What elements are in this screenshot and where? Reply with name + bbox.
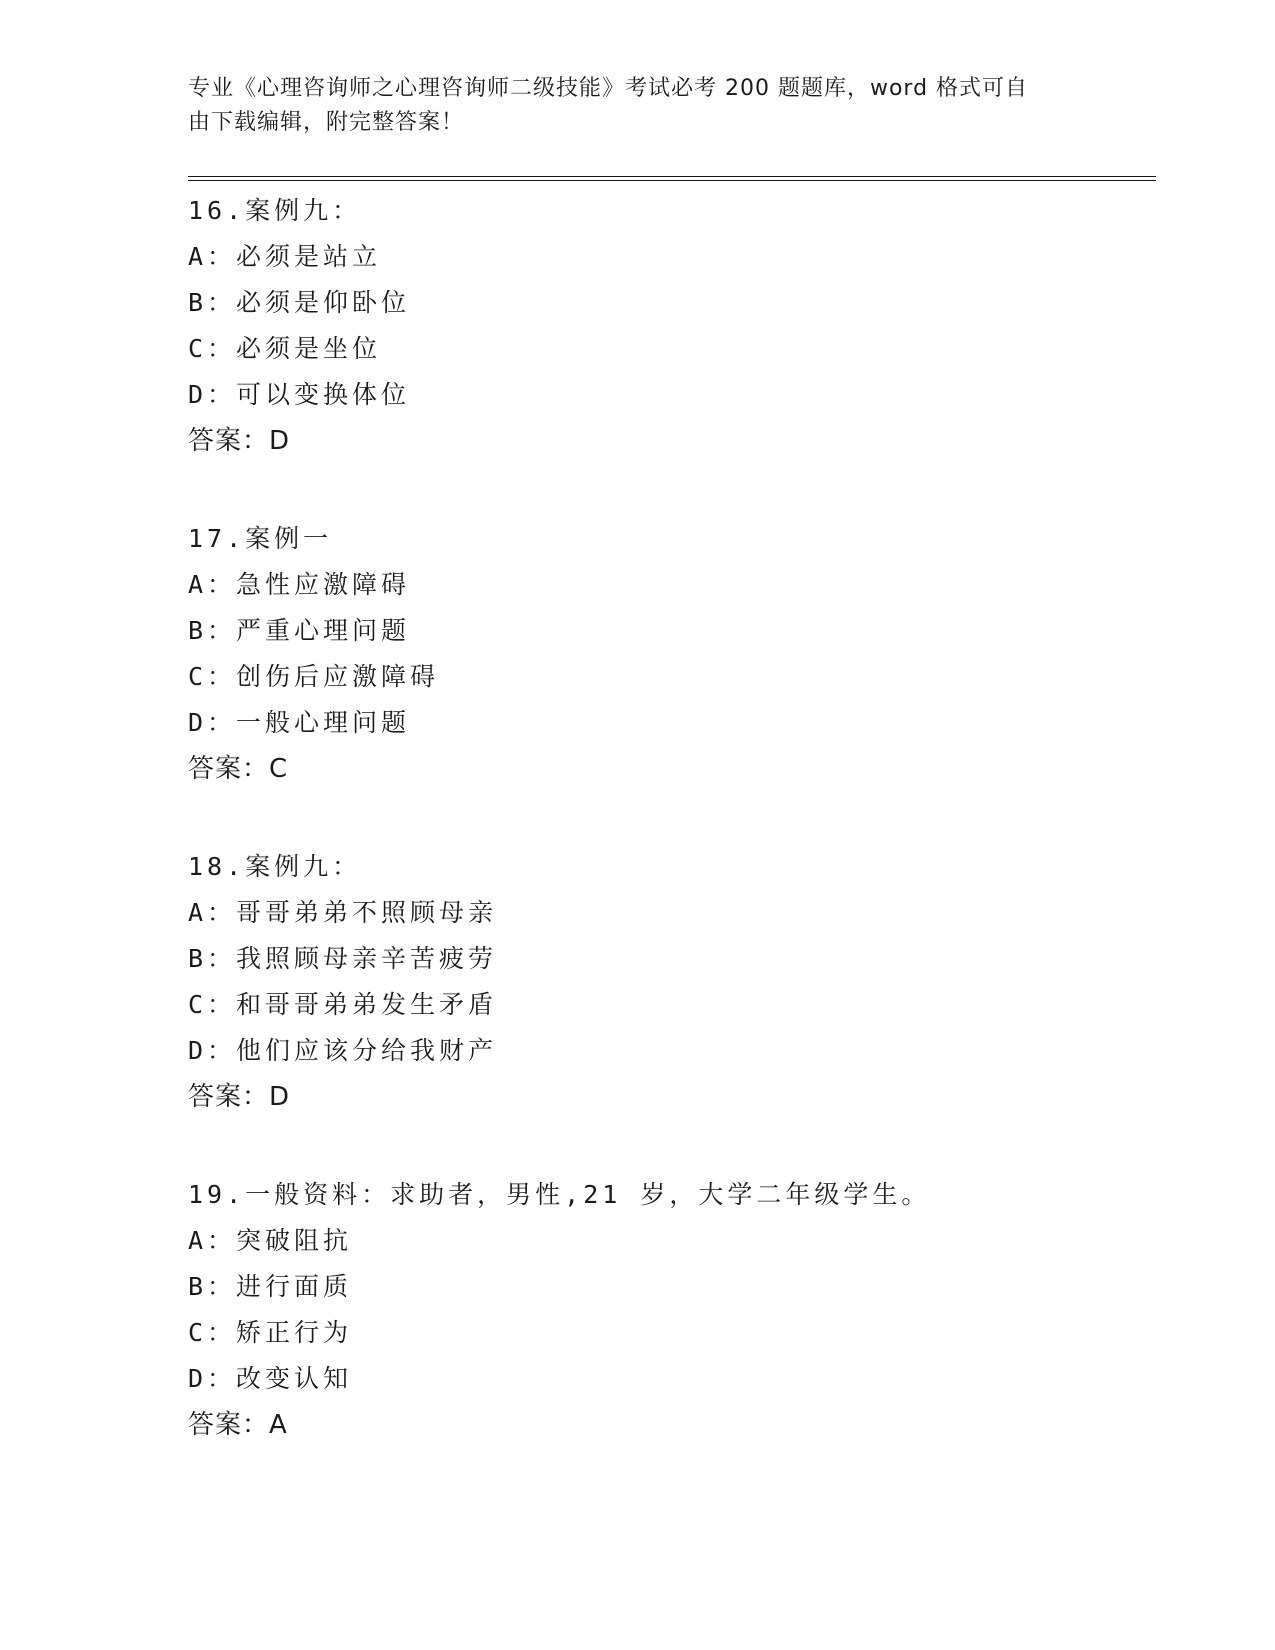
option-d: D：他们应该分给我财产: [188, 1036, 498, 1065]
question-stem: 17.案例一: [188, 524, 333, 553]
question-16: [188, 188, 1156, 464]
option-c: C：创伤后应激障碍: [188, 662, 440, 691]
option-b: B：必须是仰卧位: [188, 288, 411, 317]
document-header: [188, 72, 1078, 140]
question-list: [188, 188, 1156, 1500]
option-a: A：急性应激障碍: [188, 570, 411, 599]
question-18: [188, 844, 1156, 1120]
option-c: C：和哥哥弟弟发生矛盾: [188, 990, 498, 1019]
option-b: B：我照顾母亲辛苦疲劳: [188, 944, 498, 973]
question-19: [188, 1172, 1156, 1448]
option-a: A：突破阻抗: [188, 1226, 353, 1255]
rule-line-top: [188, 176, 1156, 177]
answer-line: 答案：D: [188, 1082, 291, 1112]
option-a: A：必须是站立: [188, 242, 382, 271]
option-a: A：哥哥弟弟不照顾母亲: [188, 898, 498, 927]
answer-line: 答案：A: [188, 1410, 288, 1440]
question-17: [188, 516, 1156, 792]
option-d: D：改变认知: [188, 1364, 353, 1393]
option-c: C：矫正行为: [188, 1318, 353, 1347]
option-c: C：必须是坐位: [188, 334, 382, 363]
option-d: D：可以变换体位: [188, 380, 411, 409]
question-stem: 16.案例九：: [188, 196, 362, 225]
rule-line-bottom: [188, 180, 1156, 181]
answer-line: 答案：D: [188, 426, 291, 456]
header-double-rule: [188, 176, 1156, 182]
answer-line: 答案：C: [188, 754, 289, 784]
header-line-2: 由下载编辑，附完整答案！: [188, 110, 465, 135]
question-stem: 18.案例九：: [188, 852, 362, 881]
question-stem: 19.一般资料：求助者，男性,21 岁，大学二年级学生。: [188, 1180, 931, 1209]
header-line-1: 专业《心理咨询师之心理咨询师二级技能》考试必考 200 题题库，word 格式可自: [188, 76, 1029, 101]
option-b: B：进行面质: [188, 1272, 353, 1301]
option-d: D：一般心理问题: [188, 708, 411, 737]
option-b: B：严重心理问题: [188, 616, 411, 645]
